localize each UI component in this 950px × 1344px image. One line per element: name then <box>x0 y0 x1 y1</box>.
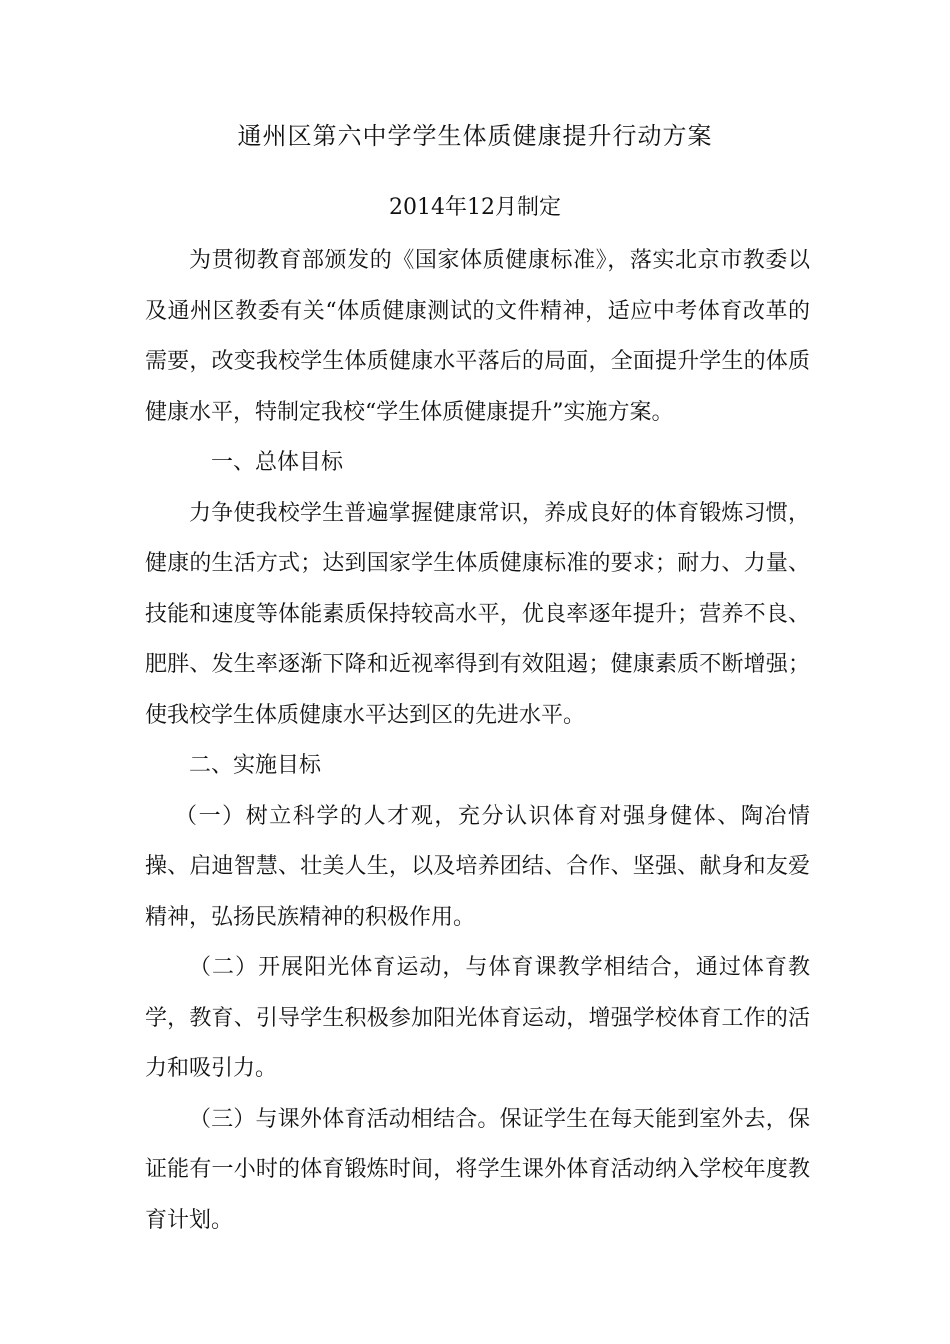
overall-goal-paragraph: 力争使我校学生普遍掌握健康常识，养成良好的体育锻炼习惯，健康的生活方式；达到国家学生体质健康标准的要求；耐力、力量、技能和速度等体能素质保持较高水平，优良率逐年提升；营养不良、肥胖、发生率逐渐下降和近视率得到有效阻遏；健康素质不断增强；使我校学生体质健康水平达到区的先进水平。 <box>145 500 810 728</box>
implementation-item-1: （一）树立科学的人才观，充分认识体育对强身健体、陶冶情操、启迪智慧、壮美人生，以及培养团结、合作、坚强、献身和友爱精神，弘扬民族精神的积极作用。 <box>145 803 810 930</box>
document-title: 通州区第六中学学生体质健康提升行动方案 <box>237 122 713 150</box>
document-body <box>145 236 810 1246</box>
implementation-item-2: （二）开展阳光体育运动，与体育课教学相结合，通过体育教学，教育、引导学生积极参加阳光体育运动，增强学校体育工作的活力和吸引力。 <box>145 955 810 1081</box>
section-heading-implementation-goal: 二、实施目标 <box>189 753 322 778</box>
section-heading-overall-goal: 一、总体目标 <box>211 450 344 475</box>
document-date: 2014年12月制定 <box>389 195 561 220</box>
intro-paragraph: 为贯彻教育部颁发的《国家体质健康标准》，落实北京市教委以及通州区教委有关“体质健康测试的文件精神，适应中考体育改革的需要，改变我校学生体质健康水平落后的局面，全面提升学生的体质健康水平，特制定我校“学生体质健康提升”实施方案。 <box>145 248 810 425</box>
implementation-item-3: （三）与课外体育活动相结合。保证学生在每天能到室外去，保证能有一小时的体育锻炼时间，将学生课外体育活动纳入学校年度教育计划。 <box>145 1106 810 1233</box>
